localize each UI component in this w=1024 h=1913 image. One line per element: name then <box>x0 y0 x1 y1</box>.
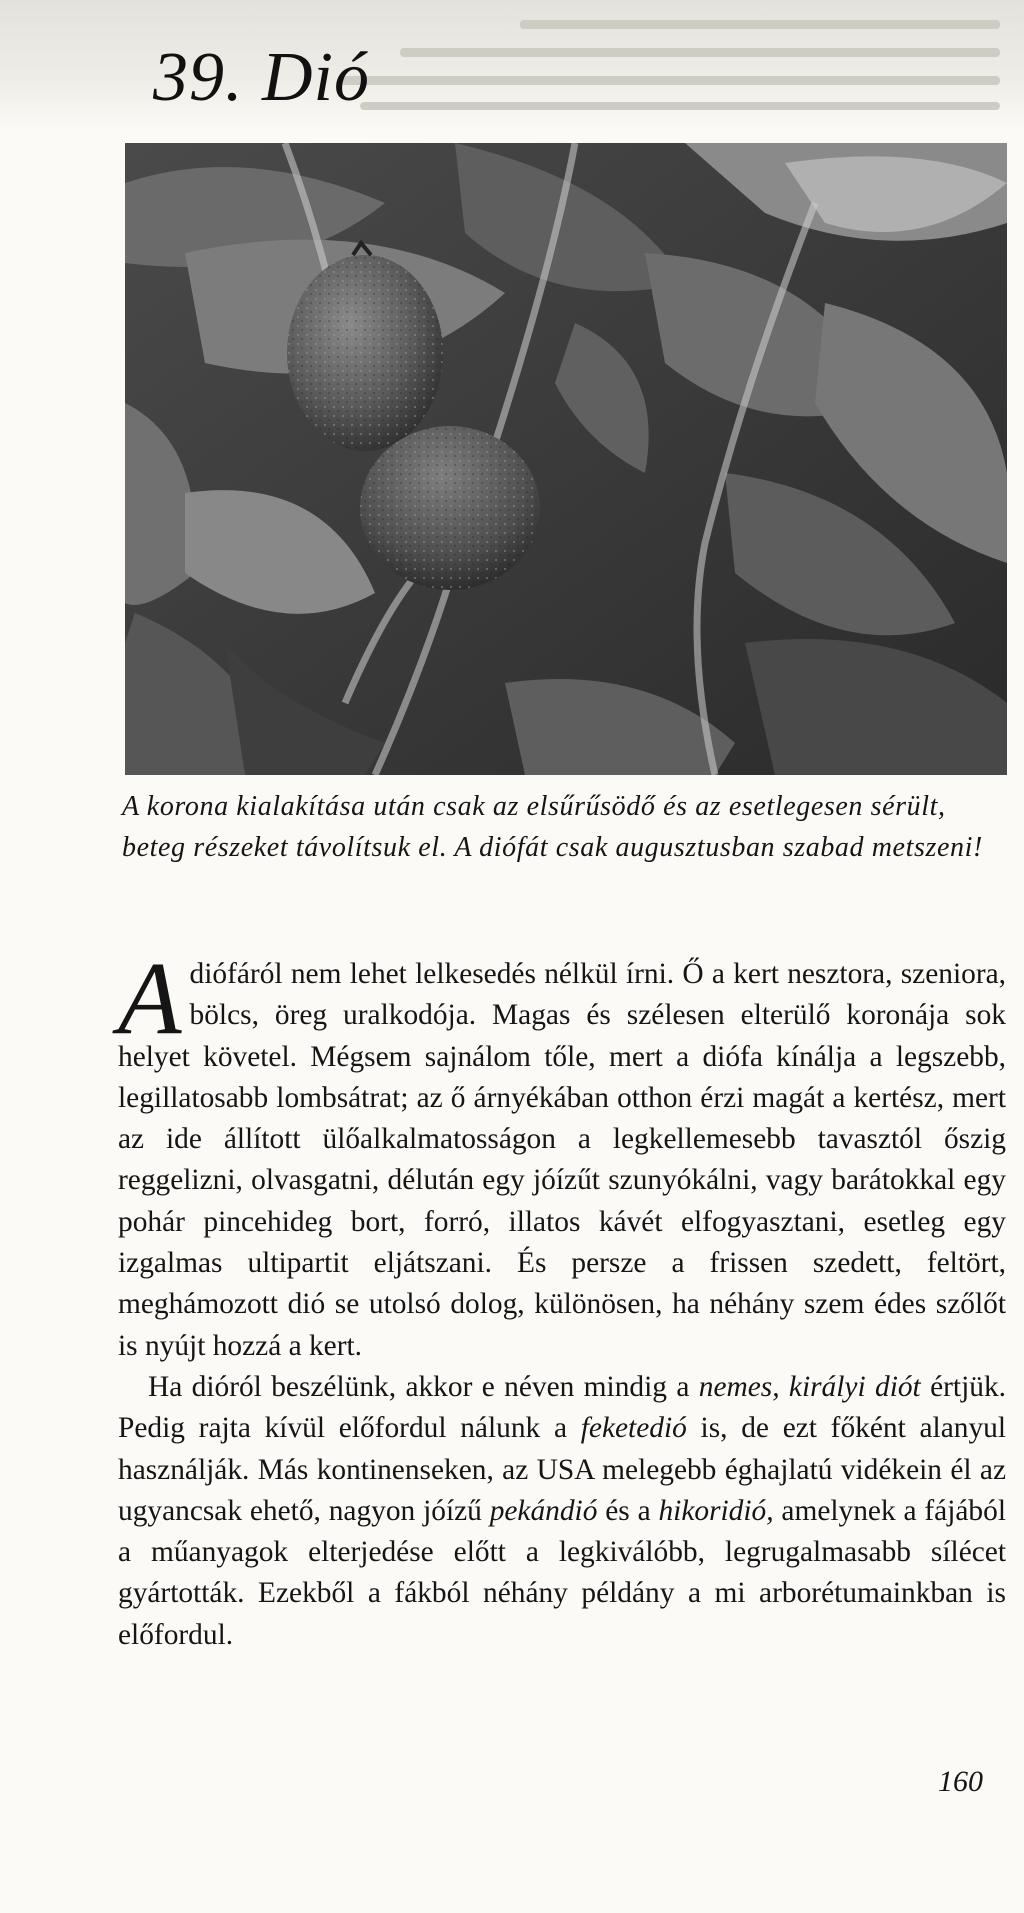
p2-text-5: amelynek a fájából a műanyagok elterjedése előtt a legkiválóbb, legrugalmasabb sílécet gyártották. Ezekből a fákból néhány példány a mi arborétumainkban is előfordul. <box>118 1494 1006 1651</box>
paragraph-2 <box>118 1367 1006 1656</box>
p2-text-1: Ha dióról beszélünk, akkor e néven mindig a <box>148 1370 699 1403</box>
p2-text-4: és a <box>597 1494 659 1527</box>
p2-term-nemes-dio: nemes, királyi diót <box>698 1370 921 1403</box>
p2-term-hikoridio: hikoridió, <box>658 1494 774 1527</box>
drop-cap: A <box>118 941 182 1056</box>
chapter-title: 39. Dió <box>153 39 370 116</box>
photo-caption: A korona kialakítása után csak az elsűrűsödő és az esetlegesen sérült, beteg részeket távolítsuk el. A diófát csak augusztusban szabad metszeni! <box>122 791 983 863</box>
p2-term-feketedio: feketedió <box>580 1412 687 1445</box>
p2-text-3: is, de ezt főként alanyul használják. Más kontinenseken, az USA melegebb éghajlatú vidékein él az ugyancsak ehető, nagyon jóízű <box>118 1412 1006 1527</box>
p2-term-pekandio: pekándió <box>489 1494 598 1527</box>
page-number: 160 <box>938 1765 983 1798</box>
paragraph-1 <box>118 941 1006 1367</box>
walnut-photo-image <box>125 143 1007 775</box>
paragraph-1-text: diófáról nem lehet lelkesedés nélkül írni. Ő a kert nesztora, szeniora, bölcs, öreg uralkodója. Magas és szélesen elterülő koronája sok helyet követel. Mégsem sajnálom tőle, mert a diófa kínálja a legszebb, legillatosabb lombsátrat; az ő árnyékában otthon érzi magát a kertész, mert az ide állított ülőalkalmatosságon a legkellemesebb tavasztól őszig reggelizni, olvasgatni, délután egy jóízűt szunyókálni, vagy barátokkal egy pohár pincehideg bort, forró, illatos kávét elfogyasztani, esetleg egy izgalmas ultipartit eljátszani. És persze a frissen szedett, feltört, meghámozott dió se utolsó dolog, különösen, ha néhány szem édes szőlőt is nyújt hozzá a kert. <box>118 958 1006 1362</box>
p2-text-2: értjük. Pedig rajta kívül előfordul nálunk a <box>118 1370 1007 1445</box>
walnut-photo <box>125 143 1007 775</box>
body-text <box>118 941 1007 1656</box>
